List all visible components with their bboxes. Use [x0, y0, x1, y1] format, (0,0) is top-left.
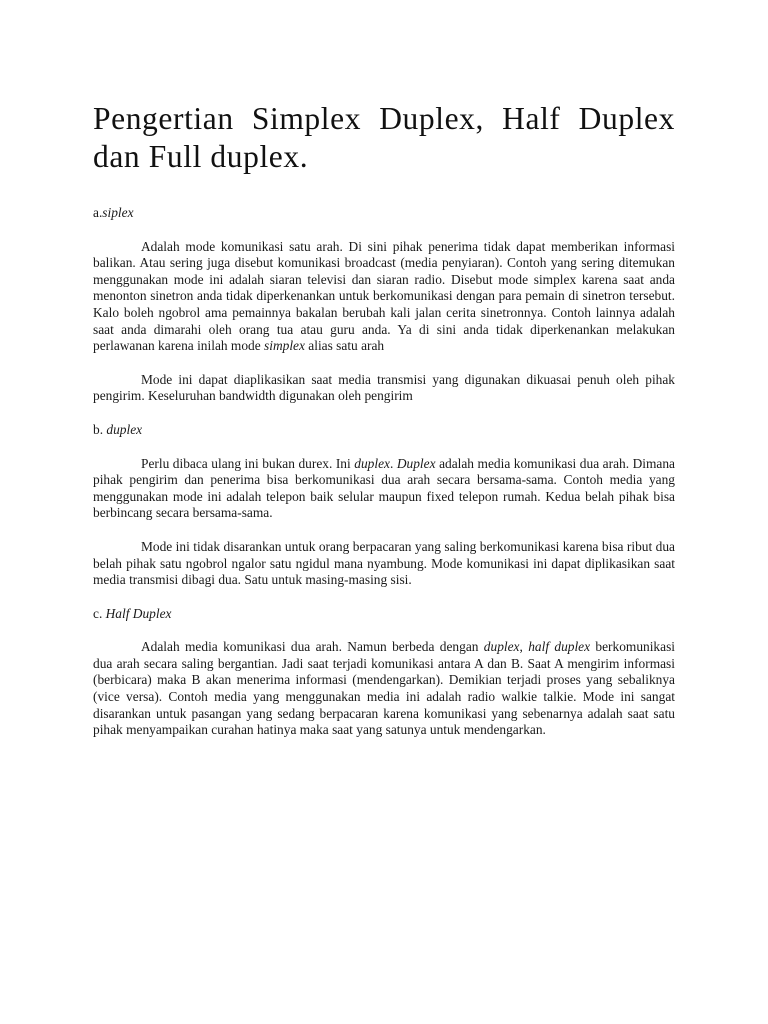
paragraph: Adalah mode komunikasi satu arah. Di sini pihak penerima tidak dapat memberikan informasi balikan. Atau sering juga disebut komunikasi broadcast (media penyiaran). Contoh yang sering ditemukan menggunakan mode ini adalah siaran televisi dan siaran radio. Disebut mode simplex karena saat anda menonton sinetron anda tidak diperkenankan untuk berkomunikasi dengan para pemain di sinetron tersebut. Kalo boleh ngobrol ama pemainnya bakalan berubah kali jalan cerita sinetronnya. Contoh lainnya adalah saat anda dimarahi oleh orang tua atau guru anda. Ya di sini anda tidak diperkenankan melakukan perlawanan karena inilah mode simplex alias satu arah: [93, 238, 675, 354]
section-duplex: [93, 422, 675, 589]
section-prefix: b.: [93, 421, 107, 437]
page-title: Pengertian Simplex Duplex, Half Duplex dan Full duplex.: [93, 101, 675, 174]
document-page: [93, 100, 675, 739]
section-prefix: c.: [93, 605, 106, 621]
section-heading: [93, 422, 675, 439]
paragraph: Mode ini tidak disarankan untuk orang berpacaran yang saling berkomunikasi karena bisa ribut dua belah pihak satu ngobrol ngalor satu ngidul mana nyambung. Mode komunikasi ini dapat diplikasikan saat media transmisi dibagi dua. Satu untuk masing-masing sisi.: [93, 538, 675, 588]
section-name: siplex: [102, 205, 134, 220]
paragraph: Adalah media komunikasi dua arah. Namun berbeda dengan duplex, half duplex berkomunikasi dua arah secara saling bergantian. Jadi saat terjadi komunikasi antara A dan B. Saat A mengirim informasi (berbicara) maka B akan menerima informasi (mendengarkan). Demikian terjadi proses yang sebaliknya (vice versa). Contoh media yang menggunakan media ini adalah radio walkie talkie. Mode ini sangat disarankan untuk pasangan yang sedang berpacaran karena komunikasi yang sebenarnya adalah saat satu pihak menyampaikan curahan hatinya maka saat yang satunya untuk mendengarkan.: [93, 639, 676, 738]
section-name: duplex: [106, 421, 143, 437]
paragraph: Perlu dibaca ulang ini bukan durex. Ini duplex. Duplex adalah media komunikasi dua arah. Dimana pihak pengirim dan penerima bisa berkomunikasi dua arah secara bersama-sama. Contoh media yang menggunakan mode ini adalah telepon baik selular maupun fixed telepon rumah. Kedua belah pihak bisa berbincang secara bersama-sama.: [93, 455, 675, 521]
paragraph: Mode ini dapat diaplikasikan saat media transmisi yang digunakan dikuasai penuh oleh pihak pengirim. Keseluruhan bandwidth digunakan oleh pengirim: [93, 371, 675, 404]
section-heading: [93, 205, 675, 222]
section-prefix: a.: [93, 205, 103, 220]
section-heading: [93, 606, 675, 623]
section-simplex: [93, 205, 675, 405]
section-name: Half Duplex: [105, 605, 172, 621]
section-half-duplex: [93, 606, 675, 739]
